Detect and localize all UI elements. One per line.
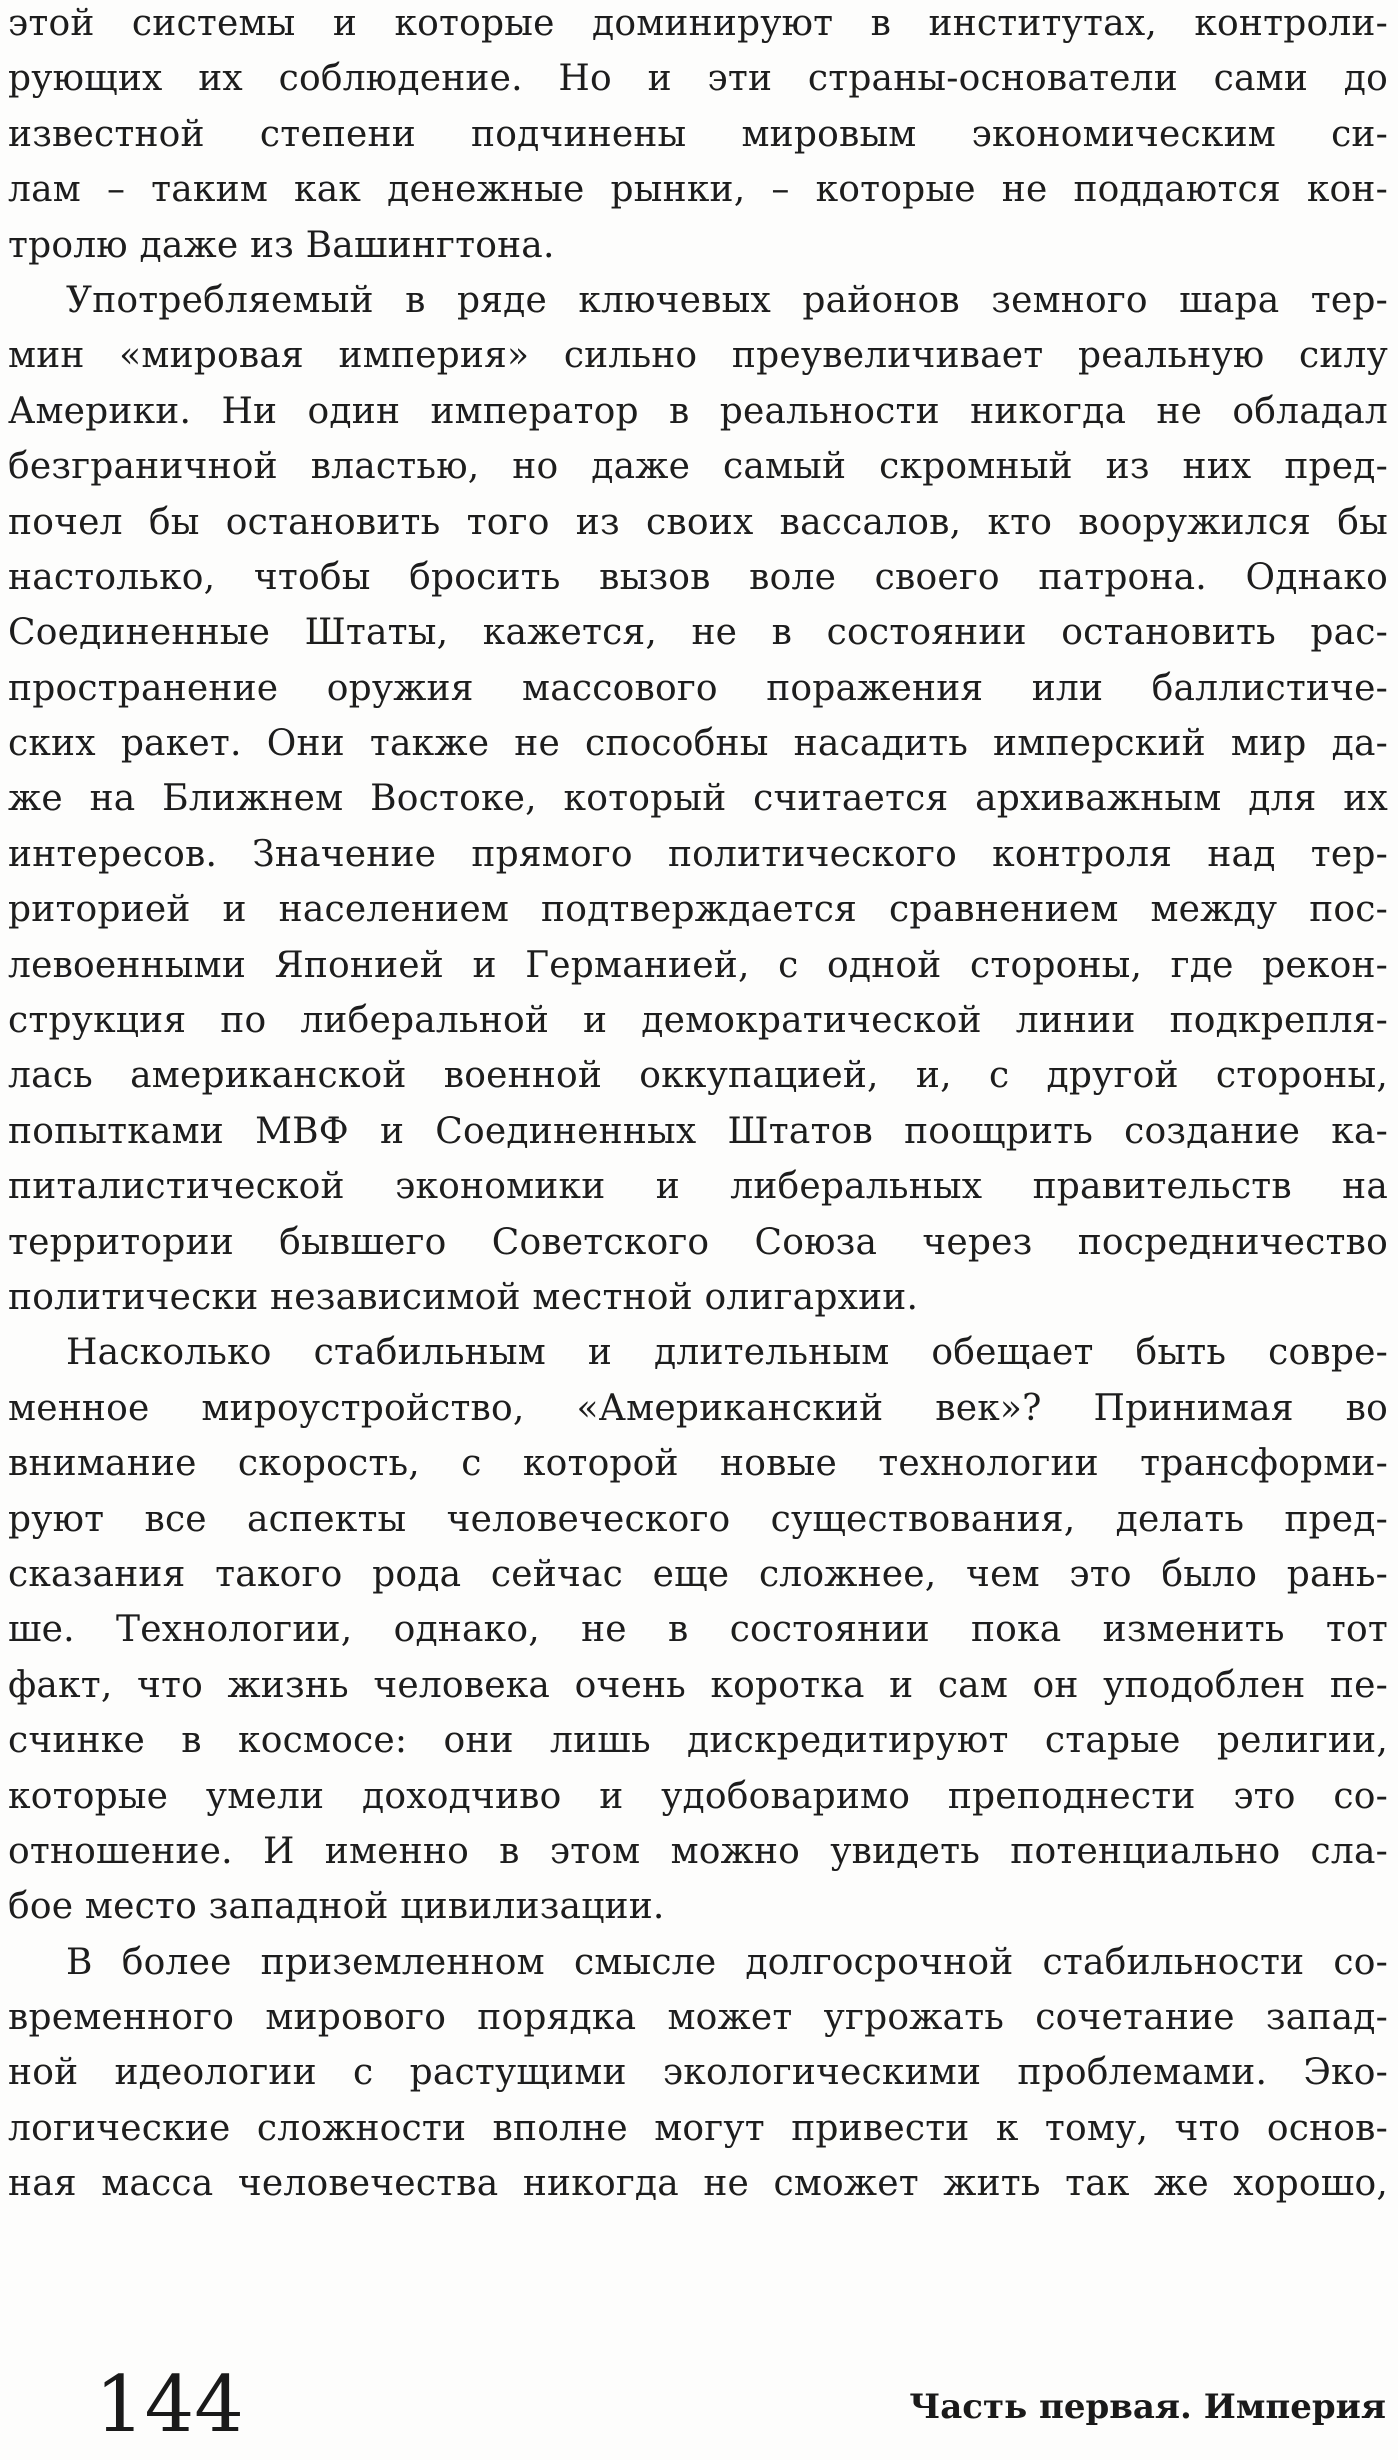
text-line: рующих их соблюдение. Но и эти страны-основатели сами до [8,58,1388,100]
text-line: левоенными Японией и Германией, с одной стороны, где рекон- [8,944,1388,986]
text-line: политически независимой местной олигархии. [8,1276,919,1318]
text-line: временного мирового порядка может угрожать сочетание запад- [8,1997,1388,2039]
text-line: менное мироустройство, «Американский век»? Принимая во [8,1387,1388,1429]
text-line: ная масса человечества никогда не сможет жить так же хорошо, [8,2163,1388,2205]
text-line: лась американской военной оккупацией, и, с другой стороны, [8,1055,1388,1097]
text-line: интересов. Значение прямого политического контроля над тер- [8,833,1388,875]
text-line: отношение. И именно в этом можно увидеть потенциально сла- [8,1830,1388,1872]
text-line: факт, что жизнь человека очень коротка и сам он уподоблен пе- [8,1664,1388,1706]
text-line: внимание скорость, с которой новые технологии трансформи- [8,1443,1388,1485]
text-line: настолько, чтобы бросить вызов воле своего патрона. Однако [8,556,1388,598]
text-line: ной идеологии с растущими экологическими проблемами. Эко- [8,2052,1388,2094]
text-line: безграничной властью, но даже самый скромный из них пред- [8,446,1388,488]
paragraph-first-line: Употребляемый в ряде ключевых районов земного шара тер- [66,279,1388,321]
text-line: почел бы остановить того из своих вассалов, кто вооружился бы [8,501,1388,543]
text-line: ше. Технологии, однако, не в состоянии пока изменить тот [8,1609,1388,1651]
text-line: мин «мировая империя» сильно преувеличивает реальную силу [8,335,1388,377]
text-line: логические сложности вполне могут привести к тому, что основ- [8,2107,1388,2149]
text-line: попытками МВФ и Соединенных Штатов поощрить создание ка- [8,1110,1388,1152]
text-line: струкция по либеральной и демократической линии подкрепля- [8,1000,1388,1042]
text-line: же на Ближнем Востоке, который считается архиважным для их [8,778,1388,820]
text-line: известной степени подчинены мировым экономическим си- [8,113,1388,155]
page-number: 144 [95,2360,244,2450]
paragraph-first-line: Насколько стабильным и длительным обещает быть совре- [66,1332,1388,1374]
text-line: тролю даже из Вашингтона. [8,224,555,266]
text-line: лам – таким как денежные рынки, – которые не поддаются кон- [8,169,1388,211]
text-line: Соединенные Штаты, кажется, не в состоянии остановить рас- [8,612,1388,654]
body-text [8,0,1388,2212]
text-line: ских ракет. Они также не способны насадить имперский мир да- [8,723,1388,765]
running-title: Часть первая. Империя [909,2387,1386,2427]
text-line: этой системы и которые доминируют в институтах, контроли- [8,3,1388,44]
text-line: пространение оружия массового поражения или баллистиче- [8,667,1388,709]
text-line: питалистической экономики и либеральных правительств на [8,1166,1388,1208]
text-line: Америки. Ни один император в реальности никогда не обладал [8,390,1388,432]
page-footer [0,2360,1398,2450]
text-line: которые умели доходчиво и удобоваримо преподнести это со- [8,1775,1388,1817]
text-line: сказания такого рода сейчас еще сложнее, чем это было рань- [8,1553,1388,1595]
text-line: бое место западной цивилизации. [8,1886,665,1928]
text-line: территории бывшего Советского Союза через посредничество [8,1221,1388,1263]
paragraph-first-line: В более приземленном смысле долгосрочной стабильности со- [66,1941,1388,1983]
text-line: риторией и населением подтверждается сравнением между пос- [8,889,1388,931]
text-line: руют все аспекты человеческого существования, делать пред- [8,1498,1388,1540]
text-line: счинке в космосе: они лишь дискредитируют старые религии, [8,1720,1388,1762]
